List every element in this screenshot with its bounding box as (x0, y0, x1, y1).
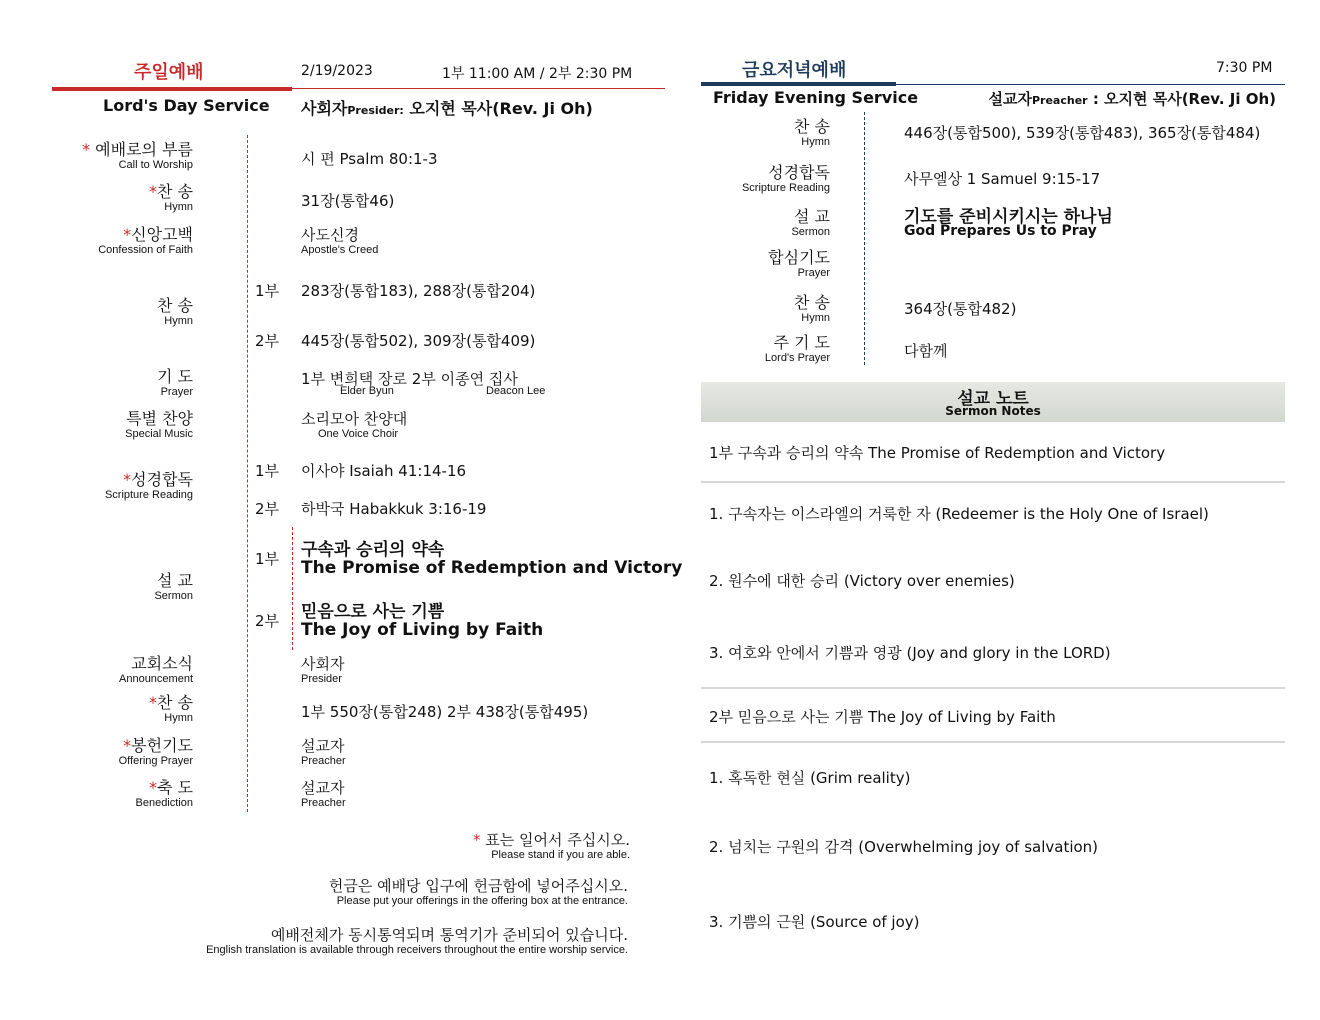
value-hymn-1: 31장(통합46) (301, 192, 395, 210)
friday-title: 금요저녁예배 (742, 60, 847, 81)
label-prayer: 기 도 Prayer (157, 367, 193, 398)
notes-title-ko: 설교 노트 (957, 389, 1029, 409)
note-divider (701, 481, 1285, 483)
scripture-value-2: 하박국 Habakkuk 3:16-19 (301, 500, 487, 518)
value-special-music: 소리모아 찬양대 One Voice Choir (301, 410, 408, 440)
value-call-to-worship: 시 편 Psalm 80:1-3 (301, 150, 438, 168)
hymn-2-value-2: 445장(통합502), 309장(통합409) (301, 332, 536, 350)
sermon-part-2: 2부 (255, 612, 280, 630)
label-scripture: *성경합독 Scripture Reading (104, 470, 193, 501)
label-offering-prayer: *봉헌기도 Offering Prayer (118, 736, 193, 767)
note-item: 1부 구속과 승리의 약속 The Promise of Redemption and Victory (709, 444, 1166, 462)
friday-value-hymn-1: 446장(통합500), 539장(통합483), 365장(통합484) (904, 124, 1261, 142)
footnote-translation: 예배전체가 동시통역되며 통역기가 준비되어 있습니다. English translation is available through receivers throughout the entire worship service. (206, 926, 628, 956)
friday-label-prayer: 합심기도 Prayer (768, 248, 830, 279)
presider-line (301, 96, 593, 119)
sermon-title-2-en: The Joy of Living by Faith (301, 620, 544, 640)
presider-name: 오지현 목사(Rev. Ji Oh) (409, 99, 593, 118)
label-call-to-worship: * 예배로의 부름 Call to Worship (82, 140, 193, 171)
header-rule (292, 88, 665, 89)
hymn-2-part-1: 1부 (255, 282, 280, 300)
friday-label-hymn-1: 찬 송 Hymn (794, 117, 830, 148)
friday-sermon-title-en: God Prepares Us to Pray (904, 223, 1097, 239)
sunday-title: 주일예배 (134, 62, 204, 83)
sermon-title-1-ko: 구속과 승리의 약속 (301, 540, 445, 560)
label-sermon: 설 교 Sermon (154, 571, 193, 602)
friday-value-hymn-2: 364장(통합482) (904, 300, 1017, 318)
label-special-music: 특별 찬양 Special Music (125, 409, 193, 440)
sermon-title-2-ko: 믿음으로 사는 기쁨 (301, 602, 445, 622)
friday-time: 7:30 PM (1216, 60, 1273, 76)
sunday-title-en: Lord's Day Service (103, 96, 270, 115)
note-item: 2부 믿음으로 사는 기쁨 The Joy of Living by Faith (709, 708, 1056, 726)
scripture-part-1: 1부 (255, 462, 280, 480)
note-divider (701, 741, 1285, 743)
friday-sermon-title-ko: 기도를 준비시키시는 하나님 (904, 207, 1113, 227)
label-hymn-2: 찬 송 Hymn (157, 296, 193, 327)
notes-title-en: Sermon Notes (945, 404, 1041, 418)
prayer-sub-2: Deacon Lee (486, 385, 546, 397)
presider-label: 사회자 (301, 99, 348, 118)
sermon-title-1-en: The Promise of Redemption and Victory (301, 558, 683, 578)
friday-label-sermon: 설 교 Sermon (791, 207, 830, 238)
hymn-2-part-2: 2부 (255, 332, 280, 350)
order-divider (247, 135, 248, 812)
note-item: 2. 넘치는 구원의 감격 (Overwhelming joy of salvation) (709, 838, 1099, 856)
friday-header-rule (896, 84, 1285, 85)
scripture-value-1: 이사야 Isaiah 41:14-16 (301, 462, 467, 480)
value-announcement: 사회자 Presider (301, 655, 345, 685)
scripture-part-2: 2부 (255, 500, 280, 518)
sermon-divider (292, 527, 293, 650)
friday-divider (864, 112, 865, 365)
friday-label-lords-prayer: 주 기 도 Lord's Prayer (764, 333, 830, 364)
label-hymn-1: *찬 송 Hymn (149, 182, 193, 213)
service-times: 1부 11:00 AM / 2부 2:30 PM (442, 66, 633, 82)
service-date: 2/19/2023 (301, 63, 373, 79)
value-creed: 사도신경 Apostle's Creed (301, 226, 379, 256)
note-item: 1. 구속자는 이스라엘의 거룩한 자 (Redeemer is the Holy One of Israel) (709, 505, 1209, 523)
footnote-offering: 헌금은 예배당 입구에 헌금함에 넣어주십시오. Please put your offerings in the offering box at the entrance. (328, 877, 628, 907)
friday-label-scripture: 성경합독 Scripture Reading (741, 163, 830, 194)
value-offering-prayer: 설교자 Preacher (301, 737, 346, 767)
friday-label-hymn-2: 찬 송 Hymn (794, 293, 830, 324)
note-item: 3. 여호와 안에서 기쁨과 영광 (Joy and glory in the LORD) (709, 644, 1111, 662)
footnote-stand: * 표는 일어서 주십시오. Please stand if you are able. (473, 831, 630, 861)
label-announcement: 교회소식 Announcement (119, 654, 193, 685)
note-divider (701, 687, 1285, 689)
value-hymn-3: 1부 550장(통합248) 2부 438장(통합495) (301, 703, 589, 721)
label-hymn-3: *찬 송 Hymn (149, 693, 193, 724)
label-creed: *신앙고백 Confession of Faith (98, 225, 193, 256)
friday-value-scripture: 사무엘상 1 Samuel 9:15-17 (904, 170, 1101, 188)
sermon-part-1: 1부 (255, 550, 280, 568)
friday-value-lords-prayer: 다함께 (904, 342, 948, 360)
presider-label-en: Presider: (347, 104, 404, 117)
prayer-sub-1: Elder Byun (340, 385, 394, 397)
note-item: 2. 원수에 대한 승리 (Victory over enemies) (709, 572, 1015, 590)
note-item: 1. 혹독한 현실 (Grim reality) (709, 769, 911, 787)
label-benediction: *축 도 Benediction (135, 778, 193, 809)
value-benediction: 설교자 Preacher (301, 779, 346, 809)
preacher-line: 설교자Preacher : 오지현 목사(Rev. Ji Oh) (988, 90, 1276, 108)
friday-title-underline (701, 82, 896, 86)
note-item: 3. 기쁨의 근원 (Source of joy) (709, 913, 920, 931)
friday-title-en: Friday Evening Service (713, 88, 919, 107)
value-prayer: 1부 변희택 장로 2부 이종연 집사 (301, 370, 518, 388)
hymn-2-value-1: 283장(통합183), 288장(통합204) (301, 282, 536, 300)
title-underline (52, 87, 292, 91)
